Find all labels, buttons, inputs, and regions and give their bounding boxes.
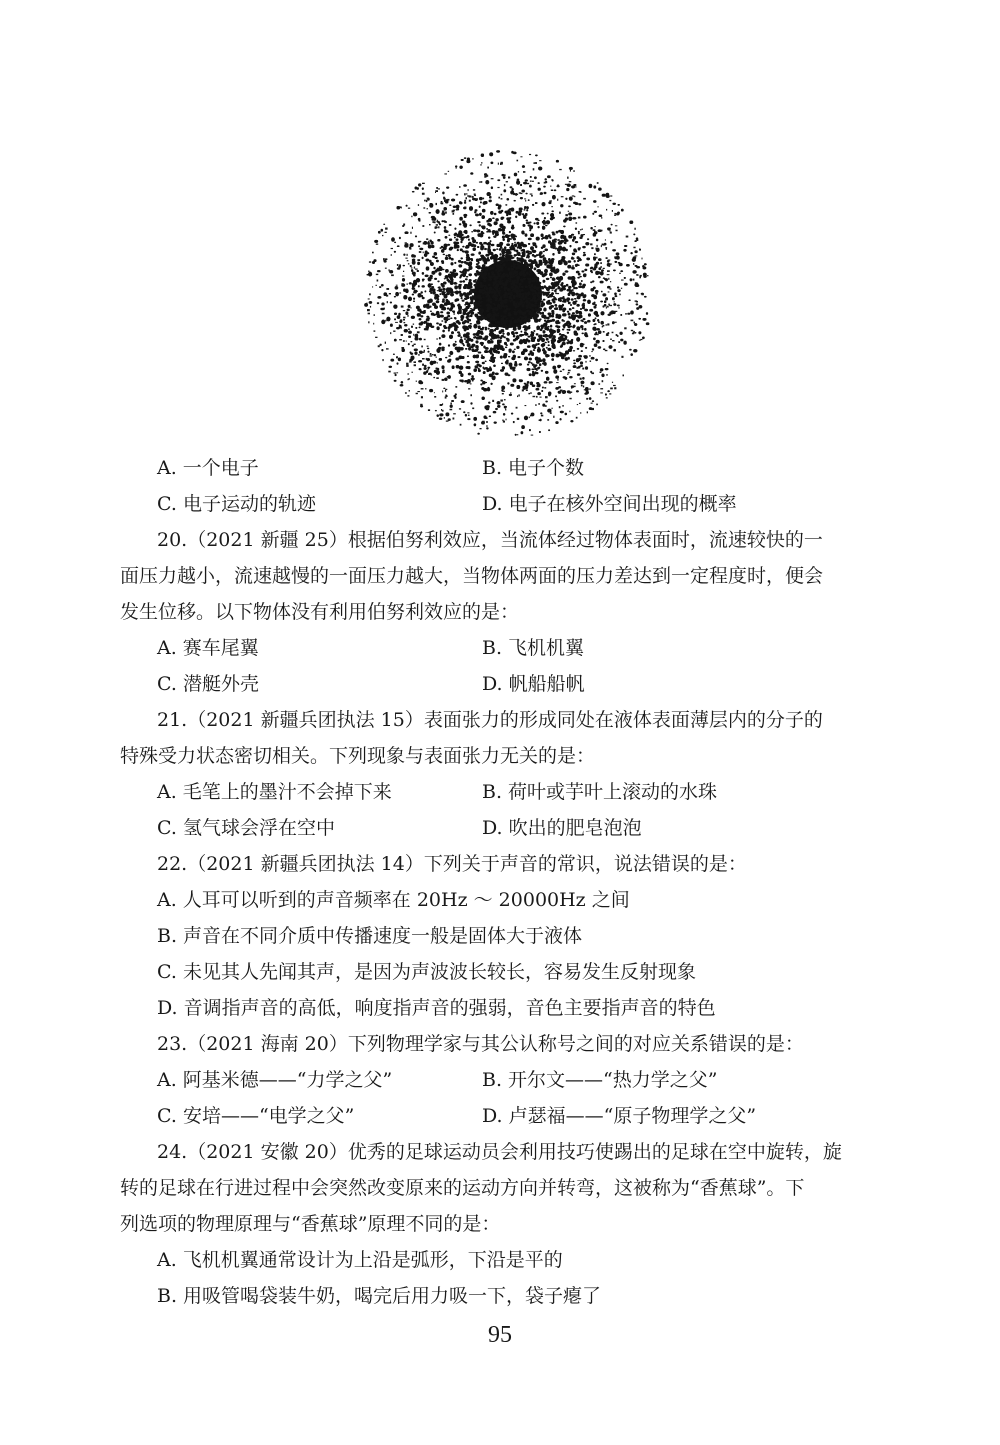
q22-option-c: C. 未见其人先闻其声，是因为声波波长较长，容易发生反射现象 [157, 961, 696, 983]
q19-option-a: A. 一个电子 [157, 457, 259, 479]
q20-option-d: D. 帆船船帆 [482, 673, 585, 695]
q23-option-c: C. 安培——“电学之父” [157, 1105, 355, 1127]
q19-option-c: C. 电子运动的轨迹 [157, 493, 316, 515]
q23-option-a: A. 阿基米德——“力学之父” [157, 1069, 393, 1091]
q24-option-b: B. 用吸管喝袋装牛奶，喝完后用力吸一下，袋子瘪了 [157, 1285, 602, 1307]
q21-stem-line1: 21.（2021 新疆兵团执法 15）表面张力的形成同处在液体表面薄层内的分子的 [157, 709, 823, 731]
q20-option-c: C. 潜艇外壳 [157, 673, 259, 695]
q24-stem-line2: 转的足球在行进过程中会突然改变原来的运动方向并转弯，这被称为“香蕉球”。下 [120, 1177, 805, 1199]
q24-stem-line1: 24.（2021 安徽 20）优秀的足球运动员会利用技巧使踢出的足球在空中旋转，旋 [157, 1141, 842, 1163]
q20-option-a: A. 赛车尾翼 [157, 637, 259, 659]
q22-option-b: B. 声音在不同介质中传播速度一般是固体大于液体 [157, 925, 583, 947]
q19-option-d: D. 电子在核外空间出现的概率 [482, 493, 737, 515]
q24-stem-line3: 列选项的物理原理与“香蕉球”原理不同的是： [120, 1213, 501, 1235]
q21-option-b: B. 荷叶或芋叶上滚动的水珠 [482, 781, 718, 803]
q23-option-b: B. 开尔文——“热力学之父” [482, 1069, 718, 1091]
electron-cloud-diagram [358, 148, 658, 440]
q19-option-b: B. 电子个数 [482, 457, 585, 479]
q21-stem-line2: 特殊受力状态密切相关。下列现象与表面张力无关的是： [120, 745, 596, 767]
q20-stem-line2: 面压力越小，流速越慢的一面压力越大，当物体两面的压力差达到一定程度时，便会 [120, 565, 824, 587]
q22-stem-line1: 22.（2021 新疆兵团执法 14）下列关于声音的常识，说法错误的是： [157, 853, 747, 875]
q23-stem-line1: 23.（2021 海南 20）下列物理学家与其公认称号之间的对应关系错误的是： [157, 1033, 804, 1055]
q24-option-a: A. 飞机机翼通常设计为上沿是弧形，下沿是平的 [157, 1249, 563, 1271]
q20-stem-line3: 发生位移。以下物体没有利用伯努利效应的是： [120, 601, 520, 623]
cloud-dots [364, 150, 649, 436]
q21-option-d: D. 吹出的肥皂泡泡 [482, 817, 642, 839]
q21-option-c: C. 氢气球会浮在空中 [157, 817, 335, 839]
q22-option-a: A. 人耳可以听到的声音频率在 20Hz ～ 20000Hz 之间 [157, 889, 630, 911]
q20-option-b: B. 飞机机翼 [482, 637, 585, 659]
q22-option-d: D. 音调指声音的高低，响度指声音的强弱，音色主要指声音的特色 [157, 997, 716, 1019]
page-number: 95 [488, 1322, 512, 1348]
q23-option-d: D. 卢瑟福——“原子物理学之父” [482, 1105, 757, 1127]
q20-stem-line1: 20.（2021 新疆 25）根据伯努利效应，当流体经过物体表面时，流速较快的一 [157, 529, 823, 551]
q21-option-a: A. 毛笔上的墨汁不会掉下来 [157, 781, 392, 803]
